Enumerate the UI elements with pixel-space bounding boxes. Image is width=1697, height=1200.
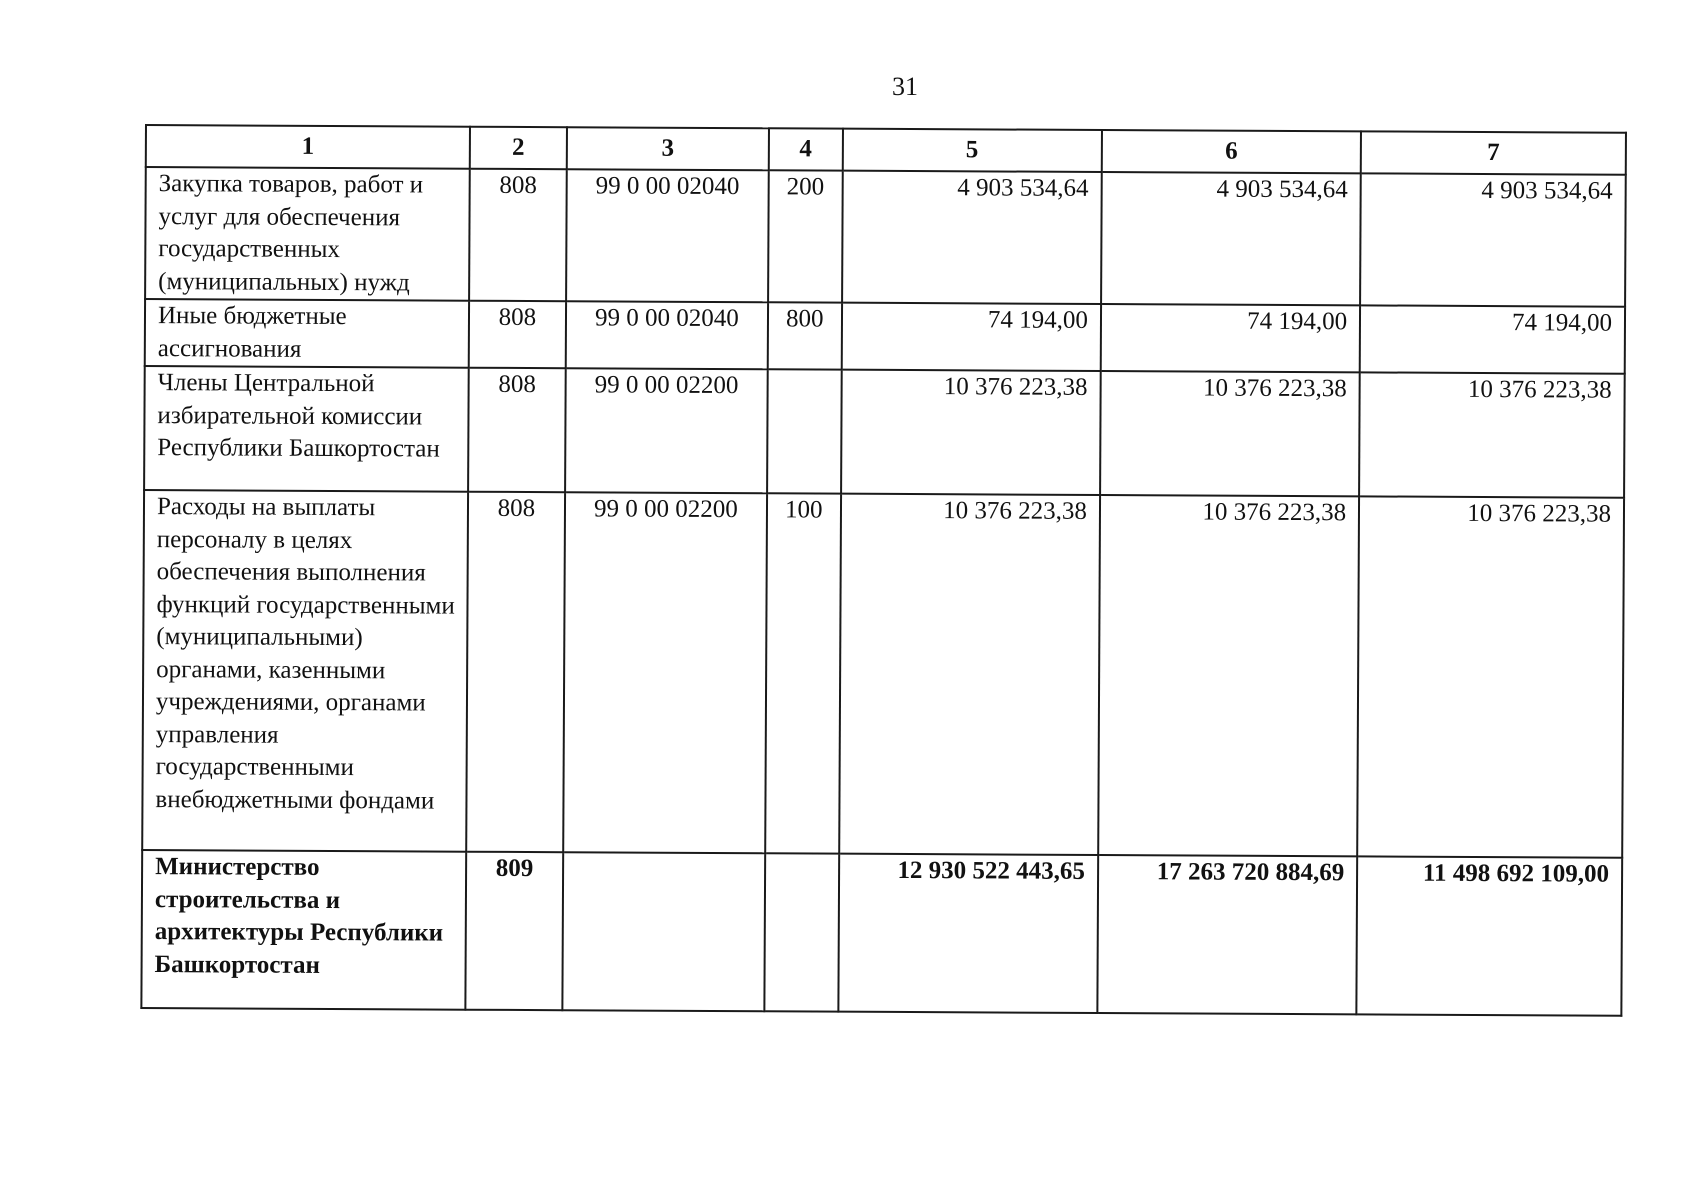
column-header-7: 7 [1361,131,1626,174]
row-value-col5: 12 930 522 443,65 [838,854,1098,1013]
row-type-cell: 800 [768,302,842,369]
row-value-col7: 10 376 223,38 [1357,496,1624,857]
table-row [145,299,1625,374]
row-article-cell: 99 0 00 02040 [566,169,769,302]
column-header-3: 3 [567,127,769,170]
row-article-cell [562,852,765,1011]
row-code-cell: 809 [465,852,563,1011]
row-article-cell: 99 0 00 02200 [565,368,768,493]
column-header-5: 5 [842,129,1102,172]
row-name-cell: Закупка товаров, работ и услуг для обеспечения государственных (муниципальных) нужд [145,167,470,301]
row-name-cell: Расходы на выплаты персоналу в целях обеспечения выполнения функций государственными (муниципальными) органами, казенными учреждениями, органами управления государственными внебюджетными фондами [142,490,468,852]
row-value-col7: 11 498 692 109,00 [1357,856,1623,1015]
row-code-cell: 808 [469,301,566,369]
row-article-cell: 99 0 00 02040 [566,301,769,369]
row-value-col6: 17 263 720 884,69 [1097,855,1357,1014]
table-row-ministry-total [141,850,1622,1016]
table-row [144,366,1625,498]
row-type-cell: 100 [765,493,840,853]
row-value-col7: 74 194,00 [1360,305,1625,373]
row-value-col7: 4 903 534,64 [1360,173,1626,306]
row-value-col5: 4 903 534,64 [842,171,1102,304]
row-value-col5: 10 376 223,38 [841,370,1101,495]
row-value-col6: 10 376 223,38 [1100,371,1360,496]
budget-table [140,124,1627,1017]
column-header-4: 4 [769,128,843,170]
row-name-cell: Иные бюджетные ассигнования [145,299,469,368]
row-type-cell [767,369,841,493]
row-value-col7: 10 376 223,38 [1359,372,1624,497]
row-value-col6: 74 194,00 [1101,304,1361,372]
row-article-cell: 99 0 00 02200 [563,492,767,853]
row-value-col6: 10 376 223,38 [1098,495,1359,856]
row-name-cell: Члены Центральной избирательной комиссии Республики Башкортостан [144,366,469,492]
row-type-cell [764,853,838,1011]
table-row [145,167,1626,307]
column-header-1: 1 [146,125,470,169]
column-header-6: 6 [1102,130,1362,173]
row-code-cell: 808 [466,492,565,853]
row-value-col6: 4 903 534,64 [1101,172,1361,305]
table-row [142,490,1624,858]
row-type-cell: 200 [768,170,842,302]
row-code-cell: 808 [468,368,565,493]
row-value-col5: 74 194,00 [841,303,1101,371]
page-number: 31 [892,72,918,101]
row-value-col5: 10 376 223,38 [839,494,1100,855]
row-name-cell: Министерство строительства и архитектуры Республики Башкортостан [141,850,466,1010]
column-header-2: 2 [470,127,567,170]
row-code-cell: 808 [469,169,566,302]
